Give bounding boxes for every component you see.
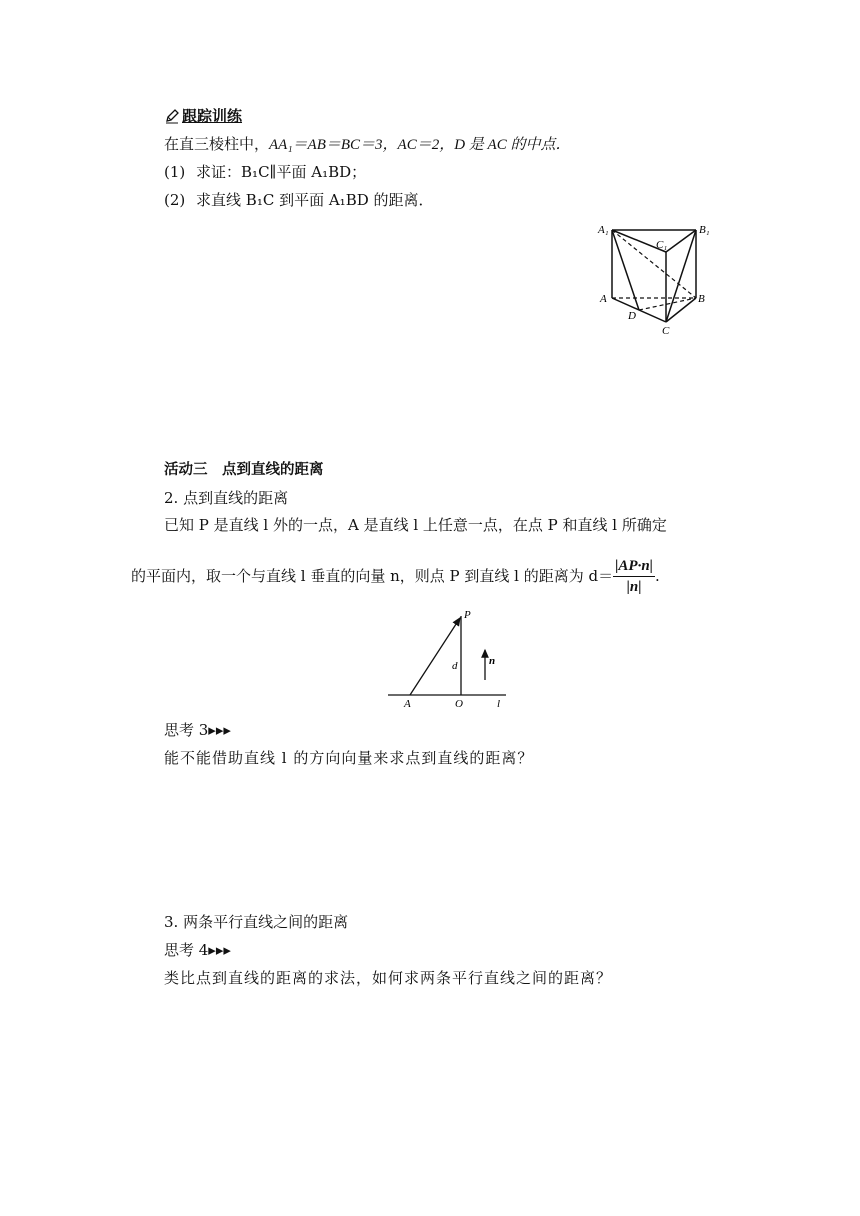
think4-label: 思考 4▸▸▸ [164,941,231,959]
question-2-number: (2) [164,191,186,209]
activity3-heading: 活动三 点到直线的距离 [164,462,324,478]
para-line2-prefix: 的平面内，取一个与直线 l 垂直的向量 n，则点 P 到直线 l 的距离为 d＝ [131,567,614,585]
pencil-icon [164,108,180,124]
question-2-text: 求直线 B₁C 到平面 A₁BD 的距离． [196,191,434,209]
practice-header [164,106,242,126]
problem-condition: AA₁＝AB＝BC＝3，AC＝2，D 是 AC 的中点． [269,137,571,153]
question-2 [164,190,434,210]
formula-numerator: |AP·n| [613,556,655,577]
point-line-figure [386,606,512,710]
label-l: l [497,698,501,710]
label-p: P [464,609,471,621]
label-a1: A₁ [598,224,609,236]
problem-intro: 在直三棱柱中， [164,135,270,153]
question-1-number: (1) [164,163,186,181]
think4-question: 类比点到直线的距离的求法，如何求两条平行直线之间的距离？ [164,969,613,987]
formula-denominator: |n| [626,578,642,595]
activity3-subheading: 2. 点到直线的距离 [164,489,289,507]
practice-title: 跟踪训练 [182,107,243,125]
think3-label: 思考 3▸▸▸ [164,721,231,739]
label-d: D [628,310,636,322]
label-a: A [404,698,411,710]
label-b1: B₁ [699,224,710,236]
label-o: O [455,698,463,710]
question-1-text: 求证：B₁C∥平面 A₁BD； [196,163,367,181]
label-b: B [698,293,705,305]
practice-problem [164,134,570,155]
prism-figure [592,218,722,340]
formula-period: . [654,567,660,585]
section3-heading: 3. 两条平行直线之间的距离 [164,913,349,931]
label-a: A [600,293,607,305]
question-1 [164,162,366,182]
label-n: n [489,655,496,667]
label-c: C [662,325,670,337]
label-c1: C₁ [656,239,668,251]
activity3-para-line1: 已知 P 是直线 l 外的一点，A 是直线 l 上任意一点，在点 P 和直线 l 所确定 [164,516,667,534]
think3-question: 能不能借助直线 l 的方向向量来求点到直线的距离？ [164,749,534,767]
activity3-para-line2 [131,552,660,600]
label-d: d [452,660,458,672]
distance-formula [613,556,655,597]
